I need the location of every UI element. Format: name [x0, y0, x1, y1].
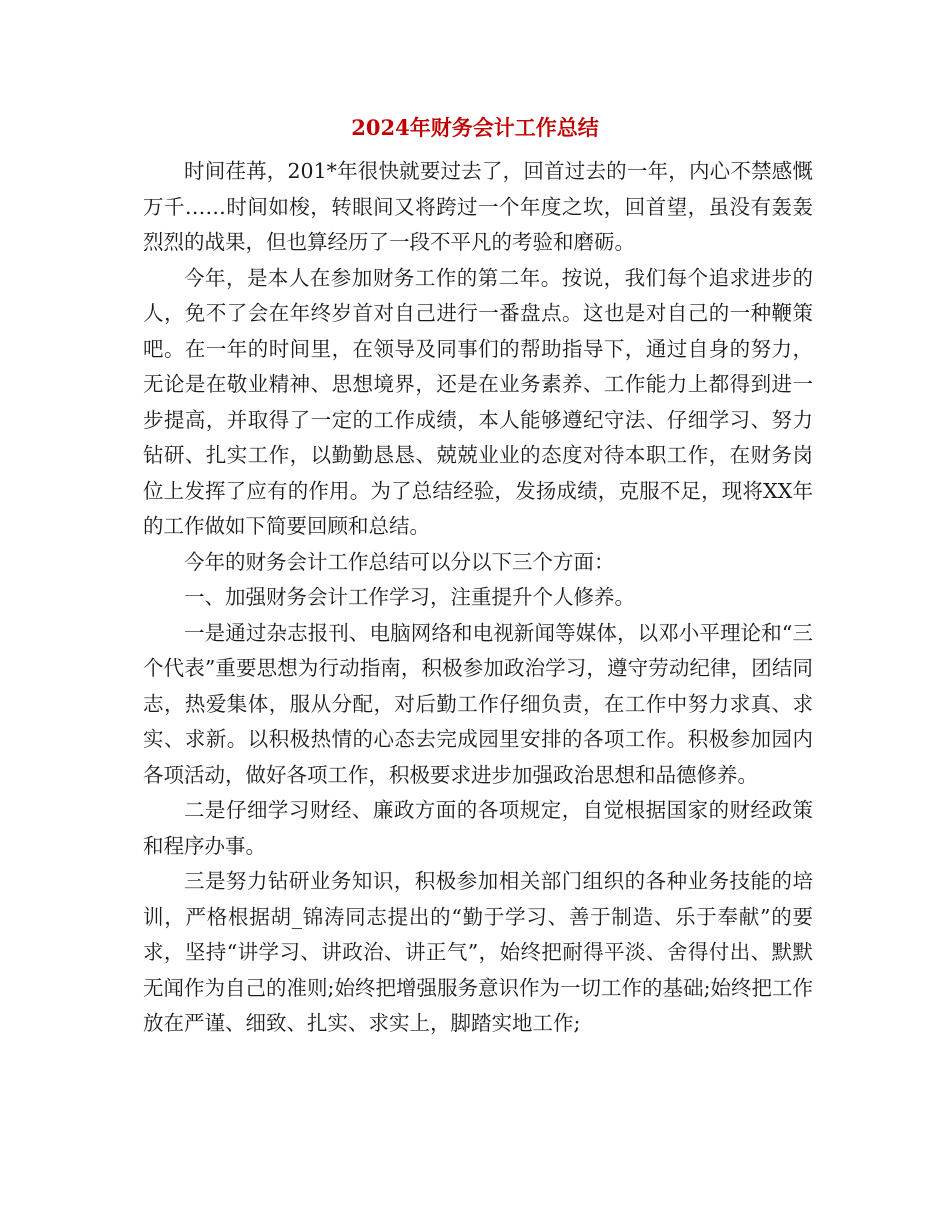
document-body [143, 154, 813, 1042]
section-heading-1: 一、加强财务会计工作学习，注重提升个人修养。 [184, 585, 635, 609]
paragraph-aspects-intro: 今年的财务会计工作总结可以分以下三个方面： [184, 549, 615, 574]
paragraph-intro: 时间荏苒，201*年很快就要过去了，回首过去的一年，内心不禁感慨万千……时间如梭，转眼间又将跨过一个年度之坎，回首望，虽没有轰轰烈烈的战果，但也算经历了一段不平凡的考验和磨砺。 [143, 159, 813, 254]
paragraph-point-1: 一是通过杂志报刊、电脑网络和电视新闻等媒体，以邓小平理论和“三个代表”重要思想为行动指南，积极参加政治学习，遵守劳动纪律，团结同志，热爱集体，服从分配，对后勤工作仔细负责，在工作中努力求真、求实、求新。以积极热情的心态去完成园里安排的各项工作。积极参加园内各项活动，做好各项工作，积极要求进步加强政治思想和品德修养。 [143, 620, 813, 787]
document-title: 2024年财务会计工作总结 [351, 115, 599, 140]
paragraph-overview: 今年，是本人在参加财务工作的第二年。按说，我们每个追求进步的人，免不了会在年终岁首对自己进行一番盘点。这也是对自己的一种鞭策吧。在一年的时间里，在领导及同事们的帮助指导下，通过自身的努力，无论是在敬业精神、思想境界，还是在业务素养、工作能力上都得到进一步提高，并取得了一定的工作成绩，本人能够遵纪守法、仔细学习、努力钻研、扎实工作，以勤勤恳恳、兢兢业业的态度对待本职工作，在财务岗位上发挥了应有的作用。为了总结经验，发扬成绩，克服不足，现将XX年的工作做如下简要回顾和总结。 [143, 265, 813, 538]
paragraph-point-2: 二是仔细学习财经、廉政方面的各项规定，自觉根据国家的财经政策和程序办事。 [143, 798, 813, 858]
paragraph-point-3: 三是努力钻研业务知识，积极参加相关部门组织的各种业务技能的培训，严格根据胡_锦涛同志提出的“勤于学习、善于制造、乐于奉献”的要求，坚持“讲学习、讲政治、讲正气”，始终把耐得平淡、舍得付出、默默无闻作为自己的准则;始终把增强服务意识作为一切工作的基础;始终把工作放在严谨、细致、扎实、求实上，脚踏实地工作; [143, 869, 813, 1035]
